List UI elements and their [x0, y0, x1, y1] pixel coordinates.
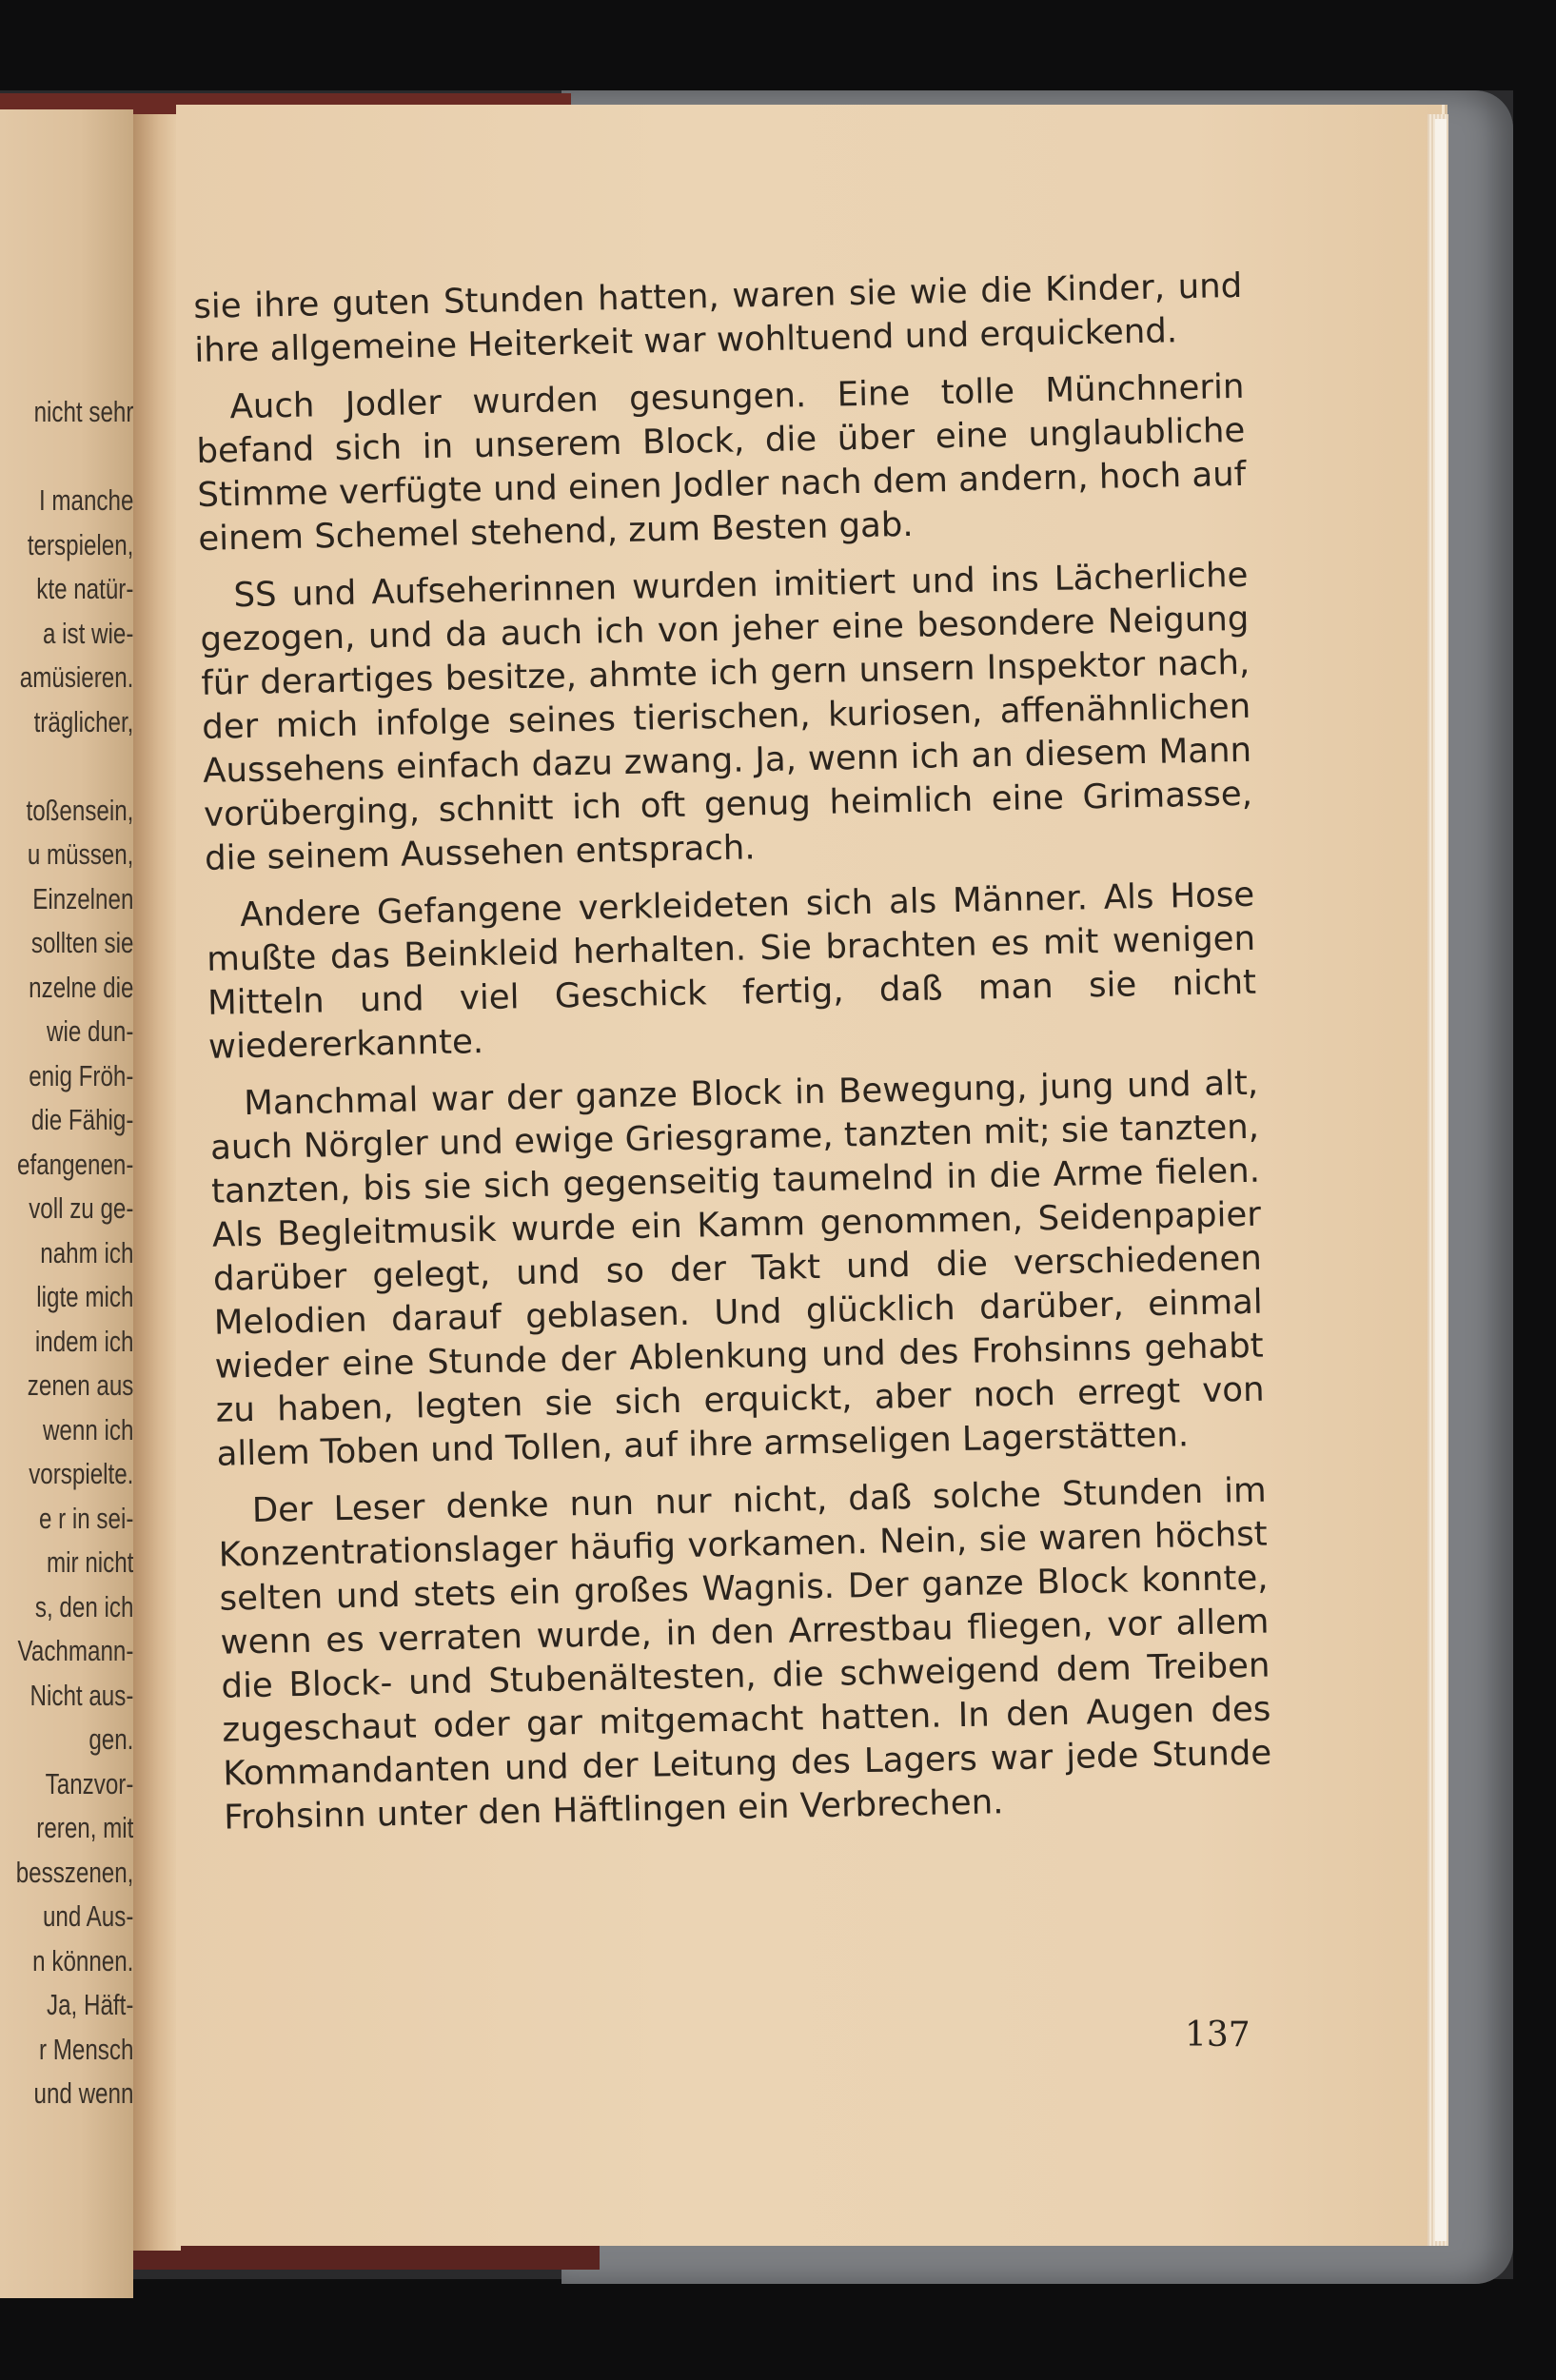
left-page-line: die Fähig-: [30, 1103, 133, 1136]
left-page-line: mir nicht: [47, 1545, 133, 1579]
left-page-line: Tanzvor-: [45, 1766, 133, 1800]
left-page-line: Einzelnen: [32, 881, 133, 915]
left-page-line: e r in sei-: [38, 1501, 133, 1535]
book-gutter: [133, 114, 181, 2251]
left-page-line: wie dun-: [46, 1014, 133, 1048]
left-page-line: nzelne die: [29, 970, 133, 1004]
left-page-line: Nicht aus-: [30, 1678, 133, 1712]
left-page-line: amüsieren.: [19, 660, 133, 694]
left-page-line: träglicher,: [33, 704, 133, 738]
left-page-line: Ja, Häft-: [47, 1988, 133, 2021]
left-page-line: [0, 440, 133, 484]
left-page-line: und Aus-: [42, 1899, 133, 1933]
left-page-line: indem ich: [34, 1324, 133, 1358]
left-page-line: voll zu ge-: [29, 1191, 133, 1225]
left-page-line: wenn ich: [42, 1412, 133, 1446]
left-page-line: gen.: [89, 1722, 133, 1756]
page-number: 137: [1185, 2016, 1251, 2055]
left-page-text: [0, 395, 133, 2121]
left-page-line: s, den ich: [34, 1589, 133, 1623]
left-page-line: nahm ich: [40, 1235, 133, 1269]
paragraph: Auch Jodler wurden gesungen. Eine tolle Münchnerin befand sich in unserem Block, die über eine unglaubliche Stimme verfügte und einen Jodler nach dem andern, hoch auf einem Schemel stehend, zum Besten gab.: [196, 366, 1247, 559]
left-page-line: r Mensch: [38, 2032, 133, 2066]
paragraph: SS und Aufseherinnen wurden imitiert und ins Lächerliche gezogen, und da auch ich von jeher eine besondere Neigung für derartiges besitze, ahmte ich gern unsern Inspektor nach, der mich infolge seines tierischen, kuriosen, affenähnlichen Aussehens einfach dazu zwang. Ja, wenn ich an diesem Mann vorüberging, schnitt ich oft genug heimlich eine Grimasse, die seinem Aussehen entsprach.: [200, 555, 1253, 878]
page-edge-highlight: [1435, 119, 1447, 2241]
left-page-line: terspielen,: [27, 527, 133, 561]
left-page-line: n können.: [32, 1943, 133, 1977]
paragraph: Der Leser denke nun nur nicht, daß solche Stunden im Konzentrationslager häufig vorkamen. Nein, sie waren höchst selten und stets ein großes Wagnis. Der ganze Block konnte, wenn es verraten wurde, in den Arrestbau fliegen, vor allem die Block- und Stubenältesten, die schweigend dem Treiben zugeschaut oder gar mitgemacht hatten. In den Augen des Kommandanten und der Leitung des Lagers war jede Stunde Frohsinn unter den Häftlingen ein Verbrechen.: [218, 1470, 1272, 1838]
left-page-line: u müssen,: [27, 837, 133, 871]
left-page-line: zenen aus: [27, 1368, 133, 1402]
left-page-line: enig Fröh-: [29, 1058, 133, 1092]
left-page-line: nicht sehr: [33, 395, 133, 428]
paragraph: sie ihre guten Stunden hatten, waren sie wie die Kinder, und ihre allgemeine Heiterkeit war wohltuend und erquickend.: [193, 266, 1243, 370]
left-page: [0, 109, 133, 2298]
left-page-line: reren, mit: [36, 1811, 133, 1844]
left-page-line: und wenn: [33, 2076, 133, 2110]
left-page-line: [0, 749, 133, 794]
paragraph: Manchmal war der ganze Block in Bewegung, jung und alt, auch Nörgler und ewige Griesgrame, tanzten mit; sie tanzten, tanzten, bis sie sich gegenseitig taumelnd in die Arme fielen. Als Begleitmusik wurde ein Kamm genommen, Seidenpapier darüber gelegt, und so der Takt und die verschiedenen Melodien darauf geblasen. Und glücklich darüber, einmal wieder eine Stunde der Ablenkung und des Frohsinns gehabt zu haben, legten sie sich erquickt, aber noch erregt von allem Toben und Tollen, auf ihre armseligen Lagerstätten.: [209, 1063, 1265, 1474]
left-page-line: Vachmann-: [17, 1634, 133, 1667]
left-page-line: a ist wie-: [42, 616, 133, 650]
left-page-line: kte natür-: [36, 572, 133, 605]
left-page-line: sollten sie: [30, 926, 133, 959]
left-page-line: vorspielte.: [29, 1457, 133, 1490]
left-page-line: toßensein,: [26, 793, 133, 827]
page-body: [193, 265, 1273, 1854]
left-page-line: efangenen-: [17, 1147, 133, 1181]
left-page-line: ligte mich: [36, 1280, 133, 1313]
left-page-line: I manche: [38, 483, 133, 517]
paragraph: Andere Gefangene verkleideten sich als Männer. Als Hose mußte das Beinkleid herhalten. Sie brachten es mit wenigen Mitteln und viel Geschick fertig, daß man sie nicht wiedererkannte.: [206, 875, 1257, 1067]
left-page-line: besszenen,: [15, 1855, 133, 1889]
